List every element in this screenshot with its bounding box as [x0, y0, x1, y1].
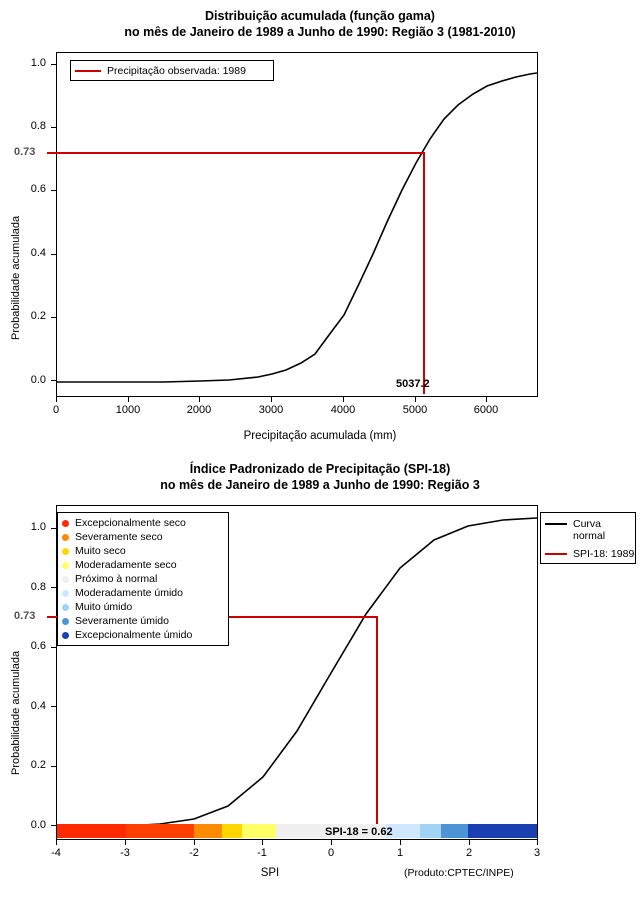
bottom-ytick-1: 0.2: [30, 759, 46, 771]
top-horizontal-guide: [47, 152, 424, 154]
legend-dot-icon: [62, 632, 69, 639]
top-ytick-5: 1.0: [30, 57, 46, 69]
legend-label-1: Severamente seco: [75, 531, 163, 543]
top-xtick-2: 2000: [186, 404, 212, 416]
spi-seg-moderadamente-seco-2: [242, 824, 276, 838]
top-xtick-6: 6000: [473, 404, 499, 416]
top-xtick-mark-6: [486, 397, 487, 402]
bottom-vertical-guide: [376, 616, 378, 831]
spi-class-legend: [57, 512, 229, 646]
bottom-xtick-5: 1: [396, 847, 404, 859]
spi-seg-severamente-umido: [441, 824, 468, 838]
bottom-ytick-0: 0.0: [30, 819, 46, 831]
bottom-title-line2: no mês de Janeiro de 1989 a Junho de 1990: Região 3: [160, 478, 480, 492]
top-xtick-mark-5: [415, 397, 416, 402]
bottom-xtick-mark-7: [537, 840, 538, 845]
legend-item-4: [58, 572, 228, 586]
bottom-title-line1: Índice Padronizado de Precipitação (SPI-18): [189, 462, 451, 476]
spi-color-bar: [57, 824, 537, 838]
legend-dot-icon: [62, 590, 69, 597]
top-xtick-mark-3: [271, 397, 272, 402]
top-ytick-0: 0.0: [30, 374, 46, 386]
curve-legend-label-0b: normal: [573, 530, 606, 542]
top-curve-svg: [57, 53, 537, 396]
legend-item-5: [58, 586, 228, 600]
spi-seg-excepcionalmente-seco: [57, 824, 126, 838]
curve-legend-line-icon: [545, 523, 567, 525]
top-xtick-1: 1000: [115, 404, 141, 416]
top-title-line1: Distribuição acumulada (função gama): [205, 9, 435, 23]
legend-label-8: Excepcionalmente úmido: [75, 629, 193, 641]
bottom-ytick-5: 1.0: [30, 521, 46, 533]
bottom-xtick-mark-6: [469, 840, 470, 845]
legend-dot-icon: [62, 604, 69, 611]
legend-label-0: Excepcionalmente seco: [75, 517, 186, 529]
top-ytick-1: 0.2: [30, 310, 46, 322]
top-xtick-5: 5000: [402, 404, 428, 416]
top-ytick-3: 0.6: [30, 183, 46, 195]
spi-seg-moderadamente-seco: [222, 824, 243, 838]
bottom-xtick-mark-5: [400, 840, 401, 845]
top-xtick-mark-1: [128, 397, 129, 402]
legend-label-6: Muito úmido: [75, 601, 133, 613]
spi-seg-severamente-seco: [126, 824, 195, 838]
top-vertical-guide: [423, 152, 425, 394]
top-xtick-3: 3000: [258, 404, 284, 416]
top-y-axis-label: Probabilidade acumulada: [10, 215, 22, 340]
legend-label-5: Moderadamente úmido: [75, 587, 183, 599]
bottom-xtick-6: 2: [465, 847, 473, 859]
top-legend-label: Precipitação observada: 1989: [107, 64, 246, 77]
legend-item-2: [58, 544, 228, 558]
curve-legend-label-0a: Curva: [573, 518, 602, 530]
top-xtick-mark-0: [56, 397, 57, 402]
legend-label-3: Moderadamente seco: [75, 559, 177, 571]
bottom-xtick-mark-2: [194, 840, 195, 845]
top-title-line2: no mês de Janeiro de 1989 a Junho de 1990: Região 3 (1981-2010): [124, 25, 516, 39]
bottom-xtick-3: -1: [257, 847, 267, 859]
legend-item-0: [58, 516, 228, 530]
bottom-x-axis-label: SPI: [260, 867, 280, 879]
spi-seg-muito-umido: [420, 824, 441, 838]
legend-label-4: Próximo à normal: [75, 573, 158, 585]
top-legend: [70, 60, 274, 81]
spi-seg-muito-seco: [194, 824, 221, 838]
top-ytick-2: 0.4: [30, 247, 46, 259]
legend-label-2: Muito seco: [75, 545, 126, 557]
top-xtick-4: 4000: [330, 404, 356, 416]
top-marker-value-label: 5037.2: [396, 378, 430, 390]
legend-item-7: [58, 614, 228, 628]
bottom-ytick-3: 0.6: [30, 640, 46, 652]
legend-dot-icon: [62, 562, 69, 569]
bottom-xtick-mark-0: [56, 840, 57, 845]
top-chart-title: [0, 8, 640, 40]
source-label: (Produto:CPTEC/INPE): [404, 867, 514, 879]
bottom-xtick-mark-3: [262, 840, 263, 845]
top-x-axis-label: Precipitação acumulada (mm): [243, 430, 397, 442]
legend-dot-icon: [62, 520, 69, 527]
top-xtick-0: 0: [52, 404, 60, 416]
curve-legend-line-icon: [545, 553, 567, 555]
bottom-xtick-7: 3: [533, 847, 541, 859]
bottom-y-axis-label: Probabilidade acumulada: [10, 650, 22, 775]
legend-item-6: [58, 600, 228, 614]
bottom-prob-value-label: 0.73: [14, 610, 36, 622]
legend-dot-icon: [62, 548, 69, 555]
top-ytick-4: 0.8: [30, 120, 46, 132]
bottom-xtick-0: -4: [51, 847, 61, 859]
legend-line-icon: [75, 70, 101, 72]
spi-seg-excepcionalmente-umido: [468, 824, 537, 838]
bottom-xtick-1: -3: [120, 847, 130, 859]
legend-item-8: [58, 628, 228, 642]
bottom-xtick-4: 0: [327, 847, 335, 859]
bottom-ytick-2: 0.4: [30, 700, 46, 712]
bottom-ytick-4: 0.8: [30, 581, 46, 593]
bottom-chart-title: [0, 461, 640, 493]
legend-item-3: [58, 558, 228, 572]
bottom-xtick-mark-1: [125, 840, 126, 845]
spi-value-label: SPI-18 = 0.62: [325, 826, 393, 838]
top-xtick-mark-2: [199, 397, 200, 402]
bottom-xtick-mark-4: [331, 840, 332, 845]
curve-legend: [540, 512, 636, 564]
top-plot-area: [56, 52, 538, 397]
legend-dot-icon: [62, 534, 69, 541]
curve-legend-label-1: SPI-18: 1989: [573, 548, 635, 560]
legend-dot-icon: [62, 618, 69, 625]
bottom-chart-panel: [0, 455, 640, 900]
legend-label-7: Severamente úmido: [75, 615, 169, 627]
top-prob-value-label: 0.73: [14, 146, 36, 158]
bottom-xtick-2: -2: [189, 847, 199, 859]
top-xtick-mark-4: [343, 397, 344, 402]
legend-dot-icon: [62, 576, 69, 583]
legend-item-1: [58, 530, 228, 544]
